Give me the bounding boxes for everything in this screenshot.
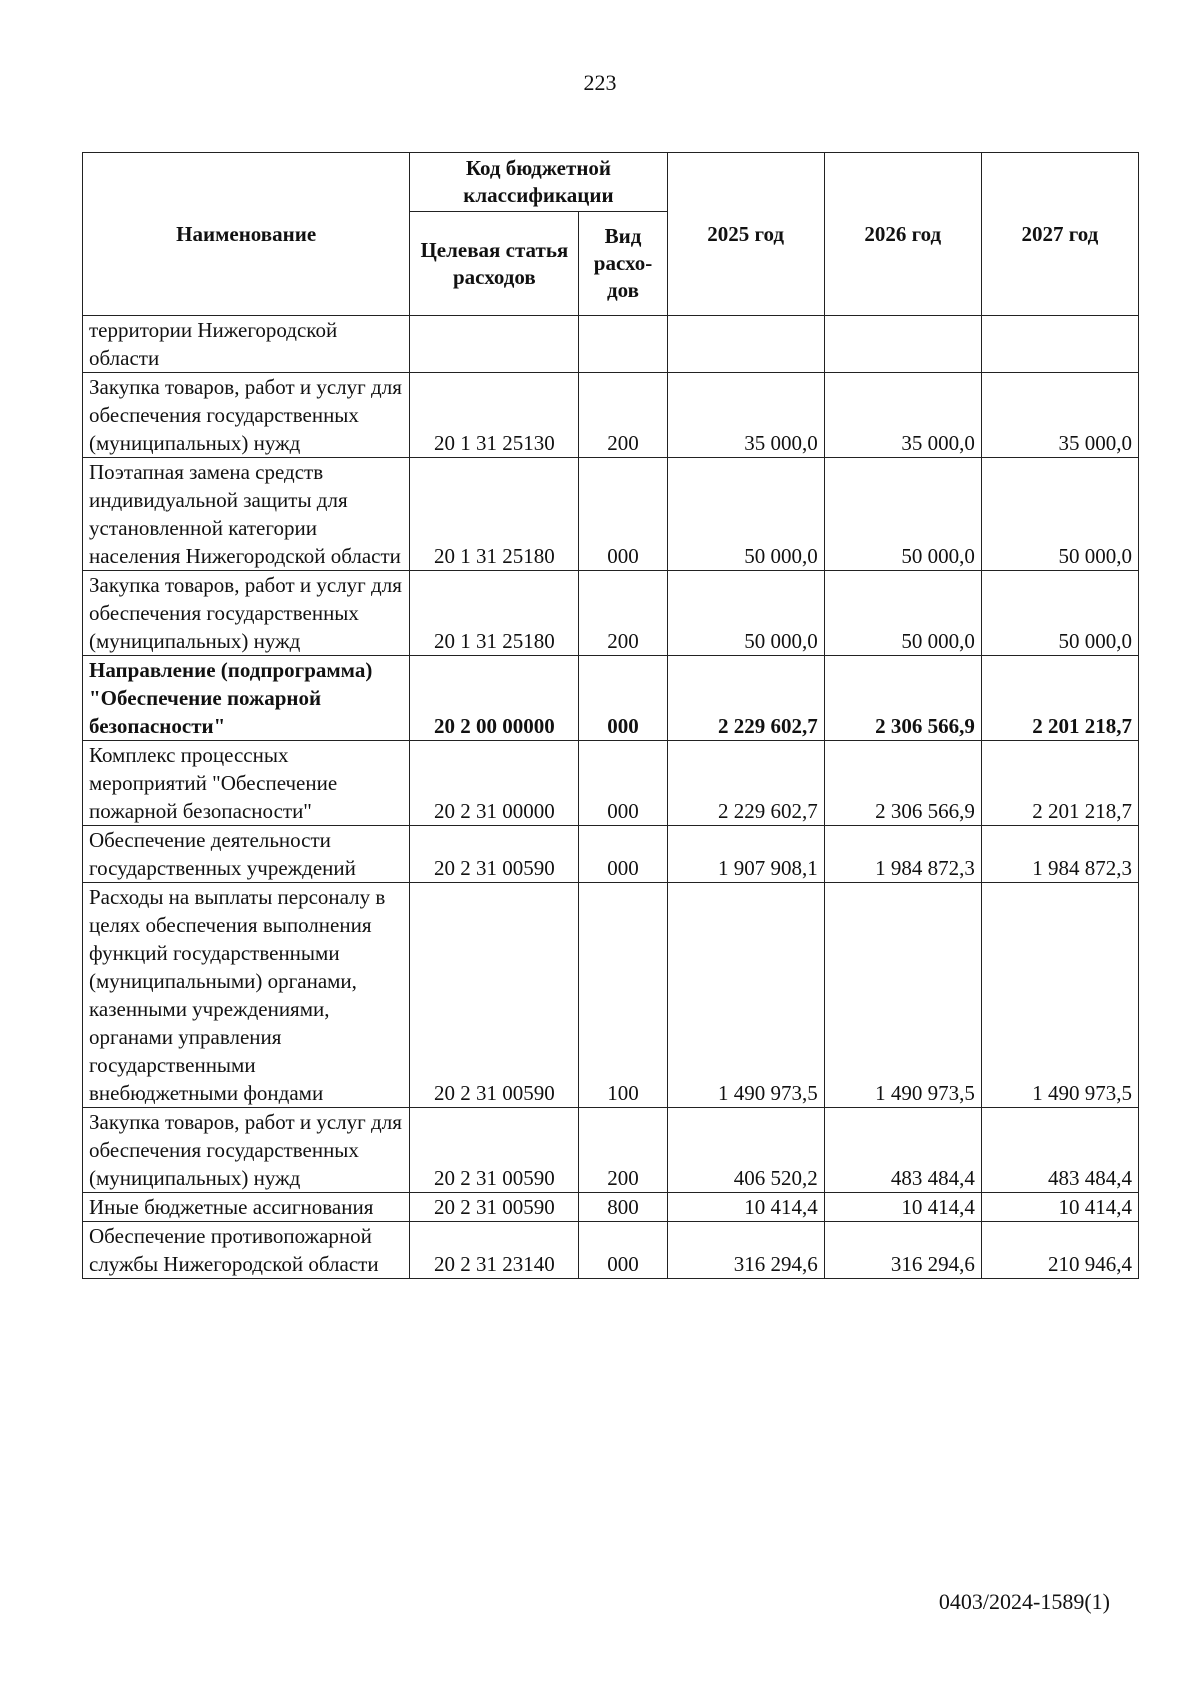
table-row (83, 1108, 1139, 1193)
cell-y2026: 483 484,4 (824, 1108, 981, 1193)
cell-name: Закупка товаров, работ и услуг для обеспечения государственных (муниципальных) нужд (83, 1108, 410, 1193)
table-row (83, 1222, 1139, 1279)
cell-y2026: 1 984 872,3 (824, 826, 981, 883)
cell-code: 20 2 31 23140 (410, 1222, 579, 1279)
budget-table (82, 152, 1139, 1279)
cell-y2026: 316 294,6 (824, 1222, 981, 1279)
table-row (83, 883, 1139, 1108)
table-body (83, 316, 1139, 1279)
cell-y2026: 10 414,4 (824, 1193, 981, 1222)
cell-code (410, 316, 579, 373)
cell-y2025: 406 520,2 (667, 1108, 824, 1193)
table-row (83, 826, 1139, 883)
cell-kind: 100 (579, 883, 667, 1108)
header-2027: 2027 год (981, 153, 1138, 316)
cell-kind: 000 (579, 656, 667, 741)
cell-y2026: 2 306 566,9 (824, 741, 981, 826)
cell-name: Комплекс процессных мероприятий "Обеспечение пожарной безопасности" (83, 741, 410, 826)
cell-code: 20 2 31 00000 (410, 741, 579, 826)
cell-y2027: 35 000,0 (981, 373, 1138, 458)
table-row (83, 656, 1139, 741)
cell-y2027: 2 201 218,7 (981, 741, 1138, 826)
cell-kind: 800 (579, 1193, 667, 1222)
cell-y2025: 1 907 908,1 (667, 826, 824, 883)
header-2026: 2026 год (824, 153, 981, 316)
cell-name: Иные бюджетные ассигнования (83, 1193, 410, 1222)
cell-y2025: 2 229 602,7 (667, 741, 824, 826)
cell-kind: 000 (579, 826, 667, 883)
document-code: 0403/2024-1589(1) (938, 1589, 1110, 1614)
cell-code: 20 2 00 00000 (410, 656, 579, 741)
cell-y2025: 1 490 973,5 (667, 883, 824, 1108)
cell-y2026: 50 000,0 (824, 571, 981, 656)
cell-y2027: 50 000,0 (981, 571, 1138, 656)
cell-y2026: 2 306 566,9 (824, 656, 981, 741)
cell-code: 20 2 31 00590 (410, 826, 579, 883)
cell-y2026: 35 000,0 (824, 373, 981, 458)
header-kind: Вид расхо-дов (579, 212, 667, 316)
header-2025: 2025 год (667, 153, 824, 316)
cell-y2025: 316 294,6 (667, 1222, 824, 1279)
cell-name: Расходы на выплаты персоналу в целях обеспечения выполнения функций государственными (муниципальными) органами, казенными учреждениями, органами управления государственными внебюджетными фондами (83, 883, 410, 1108)
cell-y2027: 2 201 218,7 (981, 656, 1138, 741)
table-row (83, 741, 1139, 826)
cell-y2027: 483 484,4 (981, 1108, 1138, 1193)
cell-y2025 (667, 316, 824, 373)
cell-name: Направление (подпрограмма) "Обеспечение пожарной безопасности" (83, 656, 410, 741)
page-number: 223 (583, 70, 617, 95)
cell-kind: 200 (579, 1108, 667, 1193)
cell-kind: 200 (579, 373, 667, 458)
cell-kind: 200 (579, 571, 667, 656)
cell-y2025: 50 000,0 (667, 571, 824, 656)
cell-name: Закупка товаров, работ и услуг для обеспечения государственных (муниципальных) нужд (83, 571, 410, 656)
cell-y2025: 2 229 602,7 (667, 656, 824, 741)
cell-code: 20 1 31 25180 (410, 458, 579, 571)
cell-kind (579, 316, 667, 373)
header-code-group: Код бюджетной классификации (410, 153, 667, 212)
cell-y2027: 10 414,4 (981, 1193, 1138, 1222)
cell-y2026: 1 490 973,5 (824, 883, 981, 1108)
cell-y2026: 50 000,0 (824, 458, 981, 571)
table-row (83, 316, 1139, 373)
cell-name: Поэтапная замена средств индивидуальной защиты для установленной категории населения Нижегородской области (83, 458, 410, 571)
cell-y2027: 1 984 872,3 (981, 826, 1138, 883)
cell-code: 20 1 31 25130 (410, 373, 579, 458)
table-row (83, 571, 1139, 656)
header-target-article: Целевая статья расходов (410, 212, 579, 316)
cell-y2027: 210 946,4 (981, 1222, 1138, 1279)
cell-kind: 000 (579, 741, 667, 826)
table-row (83, 373, 1139, 458)
cell-kind: 000 (579, 458, 667, 571)
table-row (83, 458, 1139, 571)
cell-y2025: 50 000,0 (667, 458, 824, 571)
table-row (83, 1193, 1139, 1222)
cell-name: Закупка товаров, работ и услуг для обеспечения государственных (муниципальных) нужд (83, 373, 410, 458)
cell-code: 20 1 31 25180 (410, 571, 579, 656)
header-name: Наименование (83, 153, 410, 316)
cell-kind: 000 (579, 1222, 667, 1279)
cell-name: территории Нижегородской области (83, 316, 410, 373)
cell-y2027: 1 490 973,5 (981, 883, 1138, 1108)
cell-y2025: 35 000,0 (667, 373, 824, 458)
cell-code: 20 2 31 00590 (410, 1108, 579, 1193)
cell-code: 20 2 31 00590 (410, 883, 579, 1108)
cell-y2025: 10 414,4 (667, 1193, 824, 1222)
cell-y2027 (981, 316, 1138, 373)
cell-y2026 (824, 316, 981, 373)
cell-code: 20 2 31 00590 (410, 1193, 579, 1222)
cell-y2027: 50 000,0 (981, 458, 1138, 571)
cell-name: Обеспечение деятельности государственных учреждений (83, 826, 410, 883)
cell-name: Обеспечение противопожарной службы Нижегородской области (83, 1222, 410, 1279)
